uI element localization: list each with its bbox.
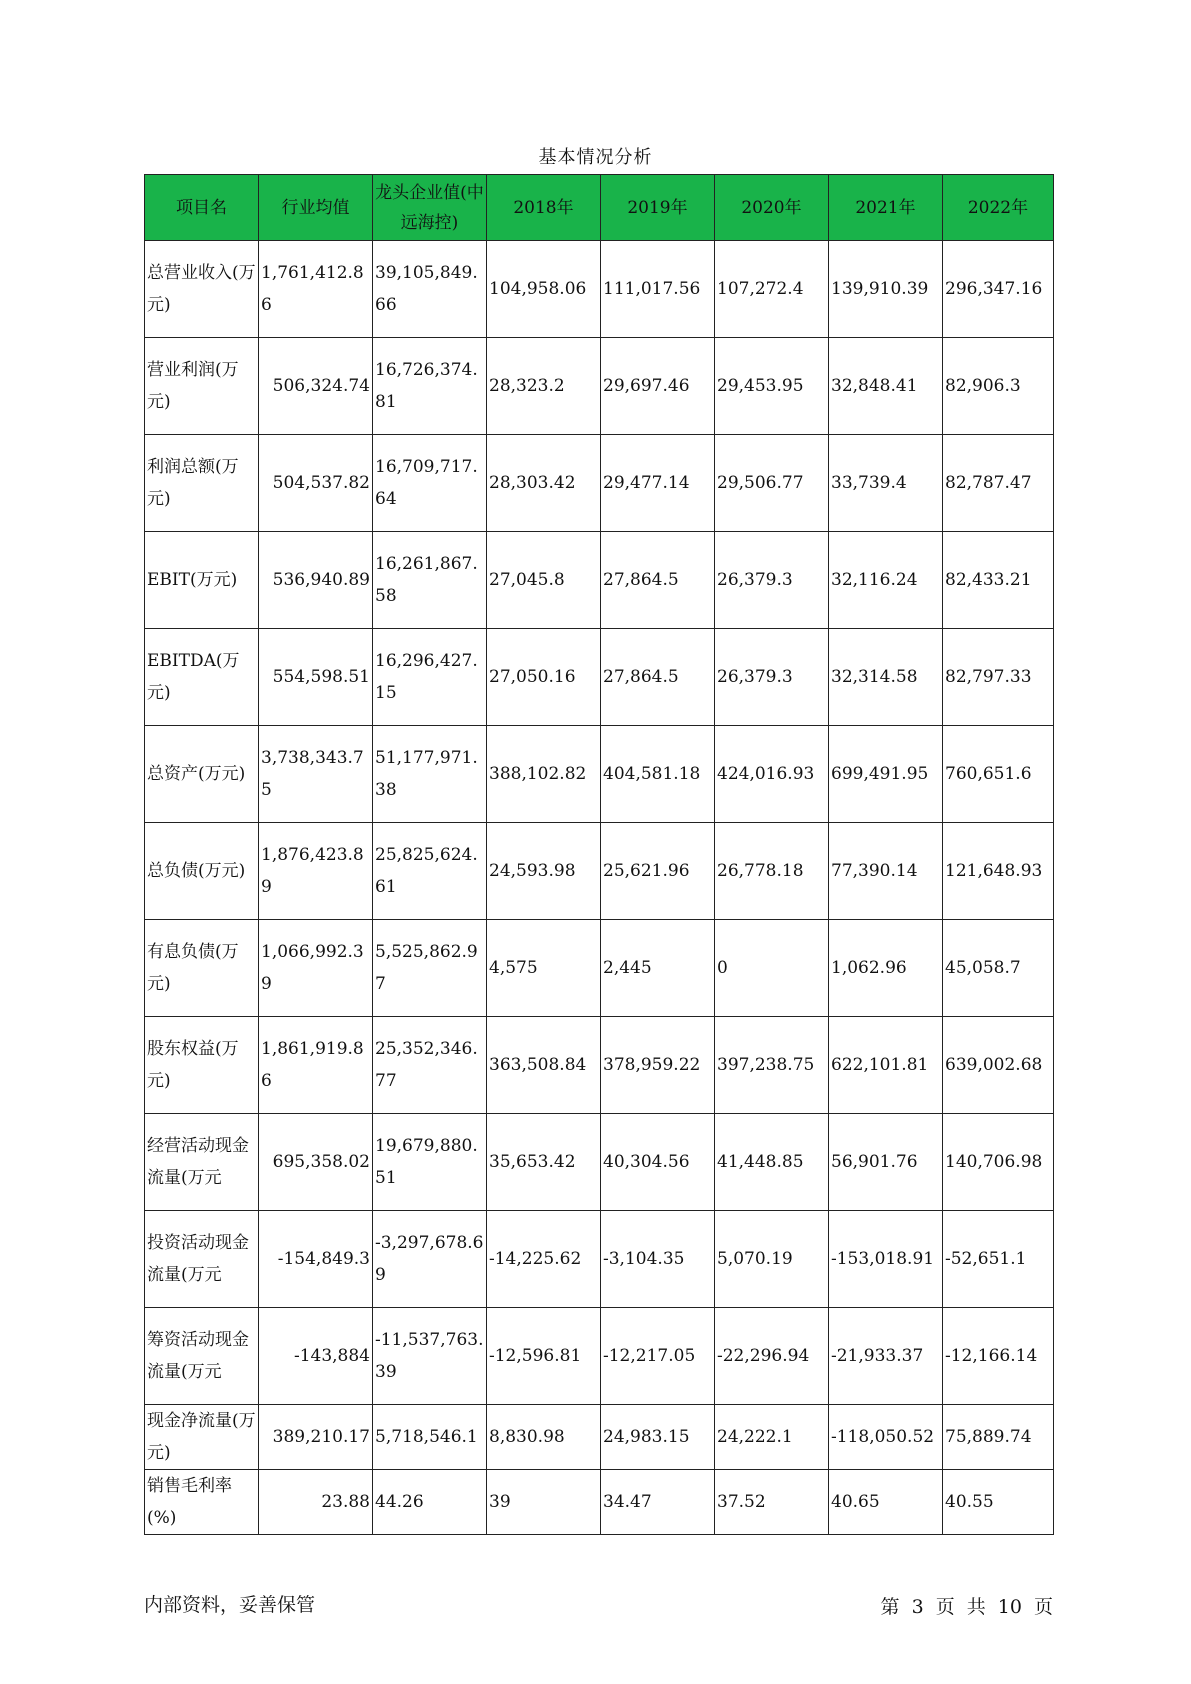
data-table [144,174,1054,1535]
column-header: 2021年 [829,175,943,241]
table-cell: 19,679,880.51 [373,1114,487,1211]
table-cell: -14,225.62 [487,1211,601,1308]
table-cell: 16,709,717.64 [373,435,487,532]
table-cell: 29,477.14 [601,435,715,532]
table-cell: 25,825,624.61 [373,823,487,920]
table-cell: 40.65 [829,1470,943,1535]
page-title: 基本情况分析 [538,147,653,168]
table-cell: -52,651.1 [943,1211,1054,1308]
table-cell: 33,739.4 [829,435,943,532]
table-cell: 1,062.96 [829,920,943,1017]
table-cell: 56,901.76 [829,1114,943,1211]
row-label: 经营活动现金流量(万元 [145,1114,259,1211]
table-cell: 424,016.93 [715,726,829,823]
table-cell: 39 [487,1470,601,1535]
table-row [145,629,1054,726]
table-cell: 4,575 [487,920,601,1017]
table-cell: 504,537.82 [259,435,373,532]
table-cell: 388,102.82 [487,726,601,823]
table-cell: 27,864.5 [601,532,715,629]
table-cell: 695,358.02 [259,1114,373,1211]
table-cell: 45,058.7 [943,920,1054,1017]
row-label: 利润总额(万元) [145,435,259,532]
table-cell: 140,706.98 [943,1114,1054,1211]
table-cell: 26,379.3 [715,629,829,726]
table-cell: 75,889.74 [943,1405,1054,1470]
table-cell: -154,849.3 [259,1211,373,1308]
table-cell: -118,050.52 [829,1405,943,1470]
table-cell: 554,598.51 [259,629,373,726]
table-cell: 51,177,971.38 [373,726,487,823]
table-cell: 5,070.19 [715,1211,829,1308]
table-row [145,241,1054,338]
table-cell: 32,116.24 [829,532,943,629]
table-cell: 24,222.1 [715,1405,829,1470]
footer-page-number: 第 3 页 共 10 页 [880,1596,1053,1618]
table-cell: 622,101.81 [829,1017,943,1114]
table-cell: 40.55 [943,1470,1054,1535]
table-cell: -21,933.37 [829,1308,943,1405]
table-cell: 77,390.14 [829,823,943,920]
table-cell: 296,347.16 [943,241,1054,338]
table-cell: 27,045.8 [487,532,601,629]
table-row [145,338,1054,435]
table-cell: 40,304.56 [601,1114,715,1211]
table-cell: -153,018.91 [829,1211,943,1308]
table-cell: 363,508.84 [487,1017,601,1114]
table-cell: -22,296.94 [715,1308,829,1405]
table-cell: 24,983.15 [601,1405,715,1470]
table-cell: 104,958.06 [487,241,601,338]
column-header: 项目名 [145,175,259,241]
table-cell: -3,104.35 [601,1211,715,1308]
table-row [145,1308,1054,1405]
table-cell: -12,217.05 [601,1308,715,1405]
table-cell: 32,848.41 [829,338,943,435]
row-label: EBITDA(万元) [145,629,259,726]
table-cell: 506,324.74 [259,338,373,435]
table-row [145,1470,1054,1535]
table-cell: 1,861,919.86 [259,1017,373,1114]
table-cell: 82,797.33 [943,629,1054,726]
row-label: 现金净流量(万元) [145,1405,259,1470]
column-header: 2022年 [943,175,1054,241]
table-row [145,532,1054,629]
table-cell: 121,648.93 [943,823,1054,920]
column-header: 2018年 [487,175,601,241]
table-cell: 0 [715,920,829,1017]
table-cell: 3,738,343.75 [259,726,373,823]
table-cell: 16,296,427.15 [373,629,487,726]
table-cell: 26,778.18 [715,823,829,920]
table-row [145,1017,1054,1114]
table-cell: 34.47 [601,1470,715,1535]
footer-confidential-note: 内部资料，妥善保管 [144,1594,316,1616]
table-row [145,920,1054,1017]
table-cell: 2,445 [601,920,715,1017]
table-cell: 25,352,346.77 [373,1017,487,1114]
table-cell: 404,581.18 [601,726,715,823]
table-cell: 29,697.46 [601,338,715,435]
table-cell: 27,864.5 [601,629,715,726]
table-cell: 389,210.17 [259,1405,373,1470]
table-cell: 26,379.3 [715,532,829,629]
table-cell: 5,718,546.1 [373,1405,487,1470]
table-cell: 35,653.42 [487,1114,601,1211]
table-row [145,435,1054,532]
table-cell: 44.26 [373,1470,487,1535]
table-cell: 24,593.98 [487,823,601,920]
table-cell: 28,303.42 [487,435,601,532]
row-label: 筹资活动现金流量(万元 [145,1308,259,1405]
row-label: EBIT(万元) [145,532,259,629]
table-cell: 82,787.47 [943,435,1054,532]
table-cell: 27,050.16 [487,629,601,726]
column-header: 2020年 [715,175,829,241]
table-cell: -3,297,678.69 [373,1211,487,1308]
table-cell: 41,448.85 [715,1114,829,1211]
table-cell: -143,884 [259,1308,373,1405]
table-cell: 16,726,374.81 [373,338,487,435]
table-cell: 699,491.95 [829,726,943,823]
table-cell: 29,506.77 [715,435,829,532]
row-label: 有息负债(万元) [145,920,259,1017]
row-label: 总营业收入(万元) [145,241,259,338]
table-cell: 25,621.96 [601,823,715,920]
row-label: 营业利润(万元) [145,338,259,435]
table-cell: -12,596.81 [487,1308,601,1405]
table-row [145,823,1054,920]
table-cell: 760,651.6 [943,726,1054,823]
table-cell: 32,314.58 [829,629,943,726]
column-header: 2019年 [601,175,715,241]
table-cell: 111,017.56 [601,241,715,338]
table-cell: 139,910.39 [829,241,943,338]
table-cell: 536,940.89 [259,532,373,629]
row-label: 总负债(万元) [145,823,259,920]
table-cell: 1,066,992.39 [259,920,373,1017]
table-cell: 639,002.68 [943,1017,1054,1114]
table-cell: 37.52 [715,1470,829,1535]
table-cell: 8,830.98 [487,1405,601,1470]
table-cell: 23.88 [259,1470,373,1535]
table-cell: -11,537,763.39 [373,1308,487,1405]
table-cell: 107,272.4 [715,241,829,338]
column-header: 龙头企业值(中远海控) [373,175,487,241]
table-cell: 28,323.2 [487,338,601,435]
table-row [145,726,1054,823]
column-header: 行业均值 [259,175,373,241]
table-cell: 82,906.3 [943,338,1054,435]
row-label: 投资活动现金流量(万元 [145,1211,259,1308]
table-cell: 39,105,849.66 [373,241,487,338]
table-cell: 5,525,862.97 [373,920,487,1017]
table-cell: 16,261,867.58 [373,532,487,629]
table-cell: 378,959.22 [601,1017,715,1114]
table-cell: 397,238.75 [715,1017,829,1114]
table-row [145,1211,1054,1308]
table-cell: -12,166.14 [943,1308,1054,1405]
table-header-row [145,175,1054,241]
table-row [145,1405,1054,1470]
row-label: 销售毛利率(%) [145,1470,259,1535]
row-label: 总资产(万元) [145,726,259,823]
table-cell: 1,761,412.86 [259,241,373,338]
table-row [145,1114,1054,1211]
table-cell: 29,453.95 [715,338,829,435]
table-cell: 82,433.21 [943,532,1054,629]
row-label: 股东权益(万元) [145,1017,259,1114]
table-cell: 1,876,423.89 [259,823,373,920]
